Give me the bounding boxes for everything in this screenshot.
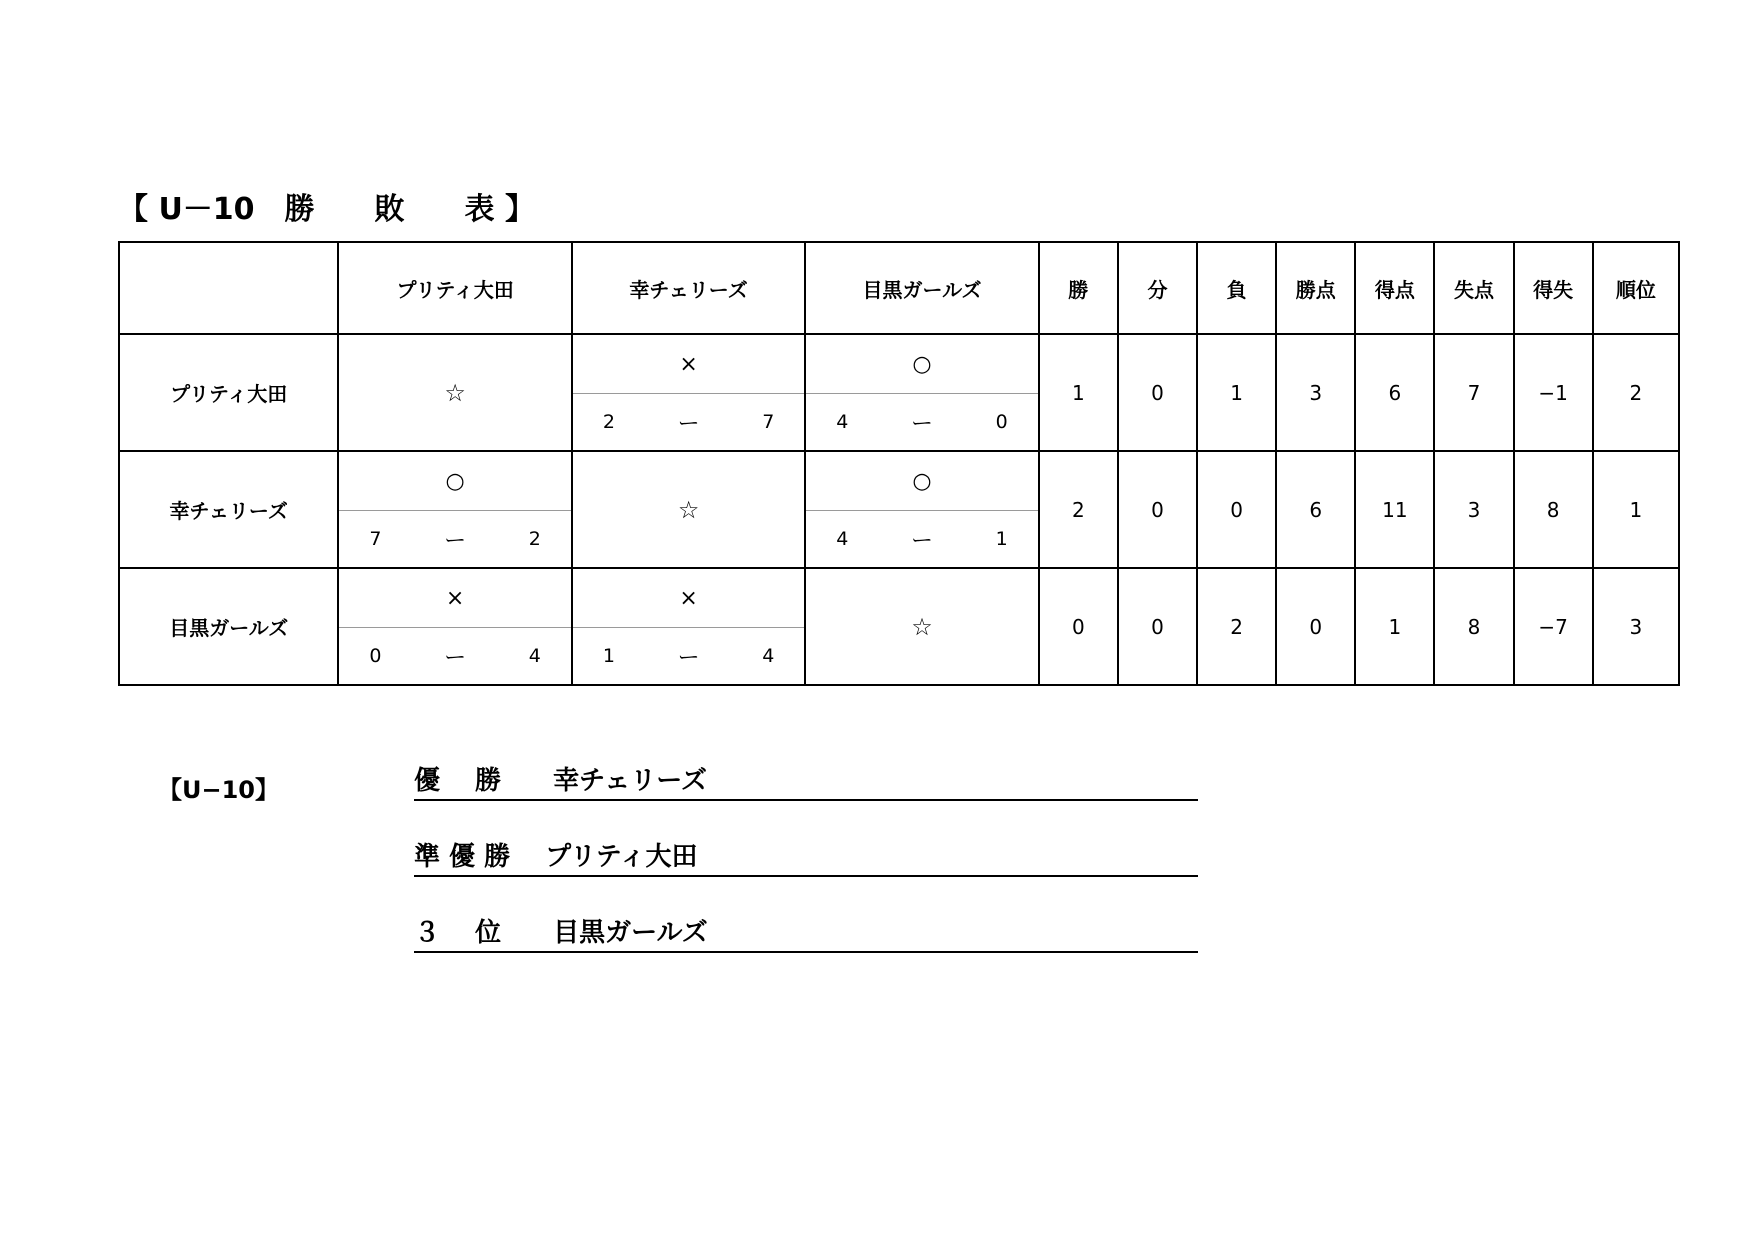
stat-losses: 0	[1197, 451, 1276, 568]
score-dash: ー	[911, 528, 934, 554]
score-for: 4	[836, 411, 849, 433]
score-dash: ー	[444, 645, 467, 671]
score-against: 1	[995, 528, 1008, 550]
stat-goals-for: 11	[1355, 451, 1434, 568]
match-cell	[805, 451, 1038, 568]
table-row	[119, 334, 1679, 451]
summary-label: ３ 位	[414, 918, 554, 948]
stat-rank: 2	[1593, 334, 1679, 451]
self-match-cell	[572, 451, 805, 568]
score-against: 2	[528, 528, 541, 550]
summary-value: 幸チェリーズ	[553, 766, 707, 796]
match-cell	[572, 568, 805, 685]
summary-label: 準 優 勝	[414, 842, 546, 872]
table-row	[119, 568, 1679, 685]
stat-points: 6	[1276, 451, 1355, 568]
stat-goal-diff: 8	[1514, 451, 1593, 568]
score-against: 4	[762, 645, 775, 667]
summary-tag: 【U−10】	[158, 776, 279, 804]
row-team-name: 目黒ガールズ	[119, 568, 338, 685]
corner-cell	[119, 242, 338, 334]
score-dash: ー	[677, 645, 700, 671]
col-header-team: 幸チェリーズ	[572, 242, 805, 334]
star-mark: ☆	[911, 612, 933, 641]
stat-losses: 2	[1197, 568, 1276, 685]
stat-wins: 2	[1039, 451, 1118, 568]
star-mark: ☆	[677, 495, 700, 524]
stat-rank: 3	[1593, 568, 1679, 685]
summary-label: 優 勝	[414, 766, 554, 796]
stat-points: 0	[1276, 568, 1355, 685]
score-for: 1	[602, 645, 615, 667]
score-against: 0	[995, 411, 1008, 433]
match-cell	[338, 451, 571, 568]
score-dash: ー	[444, 528, 467, 554]
col-header-losses: 負	[1197, 242, 1276, 334]
stat-rank: 1	[1593, 451, 1679, 568]
score-for: 7	[369, 528, 382, 550]
header-row	[119, 242, 1679, 334]
stat-goals-for: 1	[1355, 568, 1434, 685]
stat-goal-diff: −7	[1514, 568, 1593, 685]
score-for: 0	[369, 645, 382, 667]
col-header-rank: 順位	[1593, 242, 1679, 334]
summary-line-runner-up	[414, 833, 1198, 877]
results-table	[118, 241, 1680, 686]
stat-goal-diff: −1	[1514, 334, 1593, 451]
stat-draws: 0	[1118, 568, 1197, 685]
stat-losses: 1	[1197, 334, 1276, 451]
summary-value: プリティ大田	[545, 842, 698, 872]
col-header-draws: 分	[1118, 242, 1197, 334]
result-mark: ○	[806, 335, 1037, 394]
stat-wins: 0	[1039, 568, 1118, 685]
col-header-goals-against: 失点	[1434, 242, 1513, 334]
match-cell	[572, 334, 805, 451]
star-mark: ☆	[444, 378, 466, 407]
col-header-team: 目黒ガールズ	[805, 242, 1038, 334]
page-title: 【 U－10 勝 敗 表 】	[118, 192, 535, 227]
match-cell	[338, 568, 571, 685]
stat-draws: 0	[1118, 334, 1197, 451]
row-team-name: プリティ大田	[119, 334, 338, 451]
stat-points: 3	[1276, 334, 1355, 451]
match-cell	[805, 334, 1038, 451]
stat-goals-against: 3	[1434, 451, 1513, 568]
row-team-name: 幸チェリーズ	[119, 451, 338, 568]
result-mark: ○	[339, 452, 570, 511]
table-row	[119, 451, 1679, 568]
result-mark: ×	[573, 335, 804, 394]
summary-line-third	[414, 909, 1198, 953]
score-against: 4	[528, 645, 541, 667]
summary-line-winner	[414, 757, 1198, 801]
result-mark: ×	[339, 569, 570, 628]
summary-value: 目黒ガールズ	[553, 918, 708, 948]
self-match-cell	[338, 334, 571, 451]
result-mark: ×	[573, 569, 804, 628]
score-for: 2	[602, 411, 615, 433]
col-header-wins: 勝	[1039, 242, 1118, 334]
stat-goals-against: 8	[1434, 568, 1513, 685]
result-mark: ○	[806, 452, 1037, 511]
stat-goals-for: 6	[1355, 334, 1434, 451]
score-dash: ー	[911, 411, 934, 437]
col-header-team: プリティ大田	[338, 242, 571, 334]
stat-goals-against: 7	[1434, 334, 1513, 451]
score-against: 7	[762, 411, 775, 433]
stat-draws: 0	[1118, 451, 1197, 568]
col-header-points: 勝点	[1276, 242, 1355, 334]
self-match-cell	[805, 568, 1038, 685]
stat-wins: 1	[1039, 334, 1118, 451]
score-dash: ー	[677, 411, 700, 437]
score-for: 4	[836, 528, 849, 550]
col-header-goals-for: 得点	[1355, 242, 1434, 334]
col-header-goal-diff: 得失	[1514, 242, 1593, 334]
